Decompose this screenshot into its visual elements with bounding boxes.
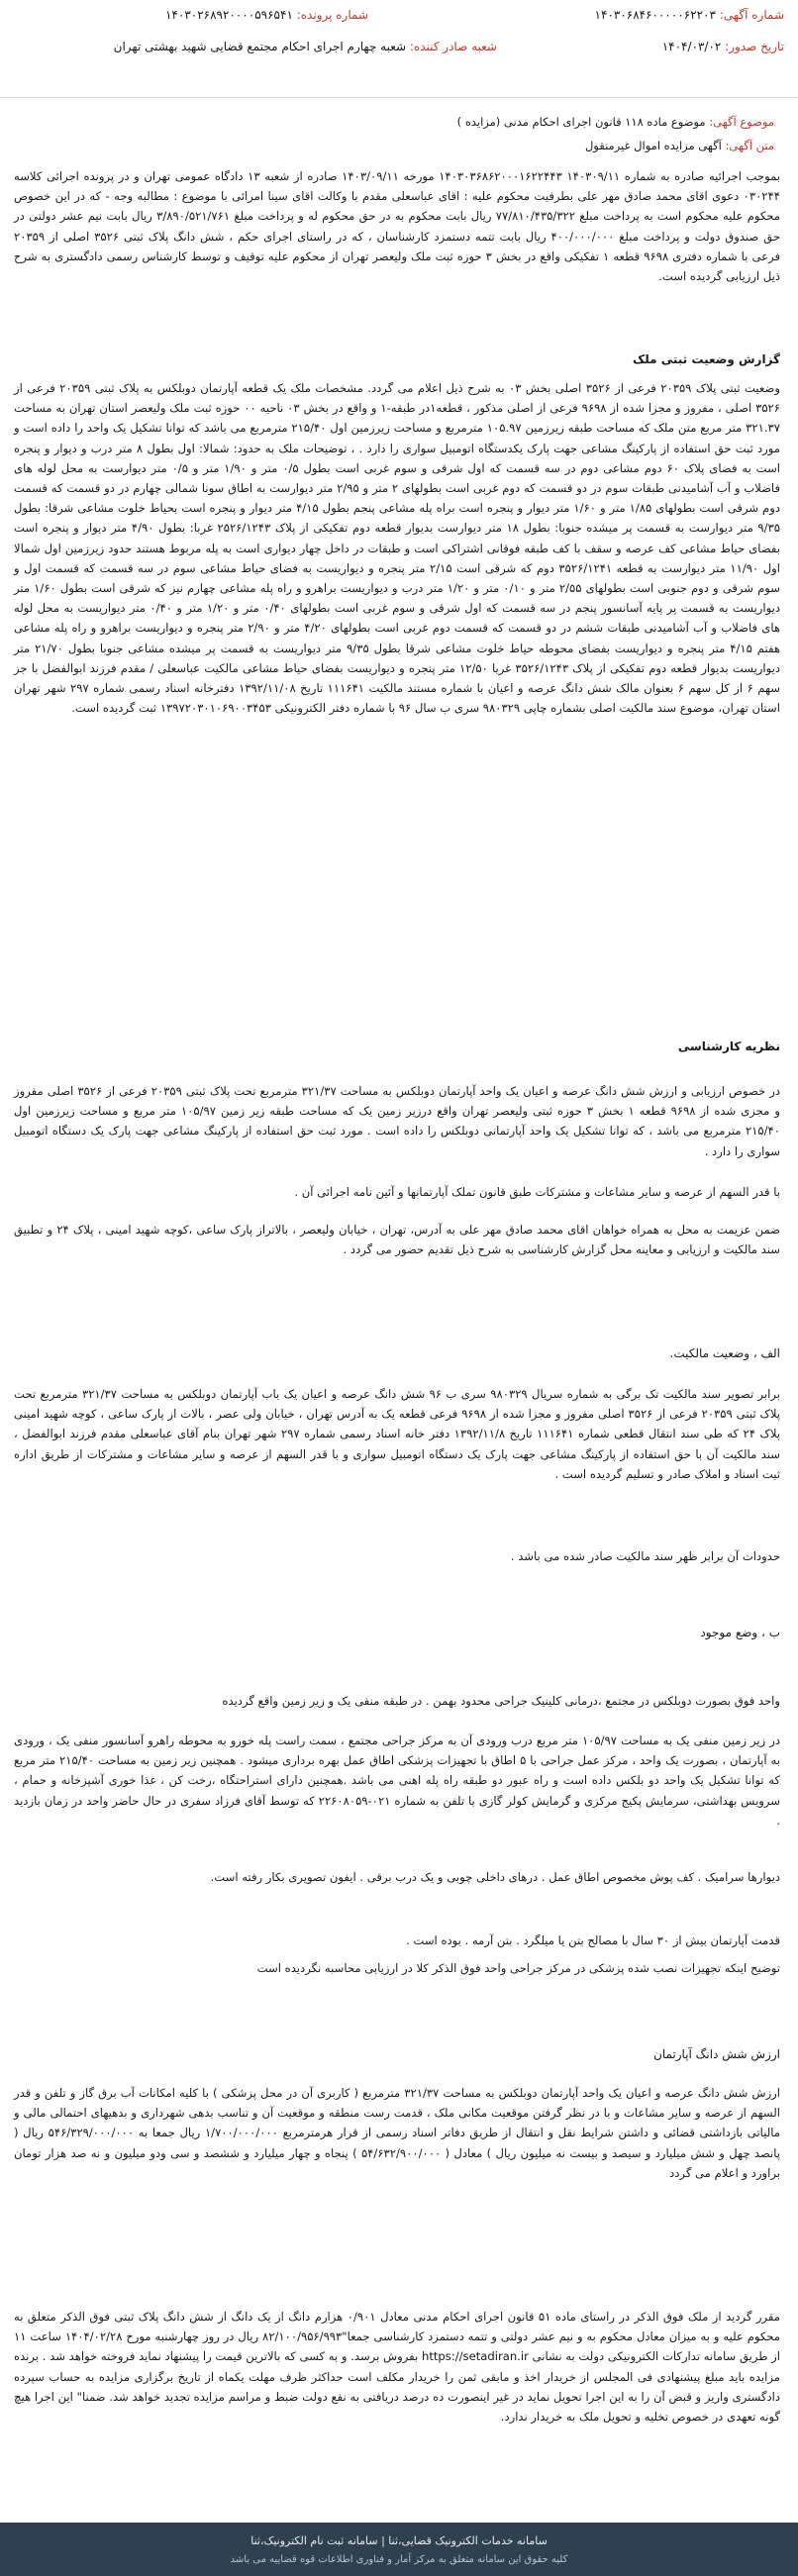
subject-label: موضوع آگهی: xyxy=(709,115,774,129)
subject-text: موضوع ماده ۱۱۸ قانون اجرای احکام مدنی (مزایده ) xyxy=(456,115,706,129)
state-report-heading: گزارش وضعیت ثبتی ملک xyxy=(632,352,780,366)
expert-paragraph-1: در خصوص ارزیابی و ارزش شش دانگ عرصه و اعیان یک واحد آپارتمان دوبلکس به مساحت ۳۲۱/۳۷ مترمربع تحت پلاک ثبتی ۲۰۳۵۹ فرعی از ۳۵۲۶ اصلی مفروز و مجزی شده از ۹۶۹۸ قطعه ۱ بخش ۳ حوزه ثبتی ولیعصر تهران واقع درزیر زمین یک که مساحت طبقه زیر زمین ۱۰۵/۹۷ متر مربع و مساحت زیرزمین اول ۲۱۵/۴۰ مترمربع می باشد ، که توانا تشکیل یک واحد آپارتمانی دوبلکس را داده است . مورد ثبت حق استفاده از پارکینگ مشاعی جهت پارک یک دستگاه اتومبیل سواری را دارد . xyxy=(14,1084,781,1158)
section-a-heading: الف ، وضعیت مالکیت. xyxy=(669,1346,780,1360)
expert-heading: نظریه کارشناسی xyxy=(677,1040,780,1053)
section-b-heading: ب ، وضع موجود xyxy=(700,1626,780,1639)
notice-number-block xyxy=(595,8,784,22)
notice-number: ۱۴۰۳۰۶۸۴۶۰۰۰۰۰۶۲۲۰۳ xyxy=(594,8,716,22)
status-paragraph-4: قدمت آپارتمان بیش از ۳۰ سال با مصالح بتن یا میلگرد . بتن آرمه . بوده است . xyxy=(406,1933,780,1947)
intro-paragraph: بموجب اجرائیه صادره به شماره ۱۴۰۳۰۹/۱۱ ۱۴۰۳۰۳۶۸۶۲۰۰۰۱۶۲۲۴۴۳ مورخه ۱۴۰۳/۰۹/۱۱ صادره از شعبه ۱۳ دادگاه عمومی تهران و در پرونده اجرائی کلاسه ۰۳۰۲۴۴ دعوی اقای محمد صادق مهر علی بطرفیت محکوم علیه : اقای عباسعلی مقدم با وکالت اقای سینا امرائی با موضوع : مطالبه وجه - که در این خصوص محکوم علیه محکوم است به پرداخت مبلغ ۷۷/۸۱۰/۴۳۵/۳۲۲ ریال بابت محکوم به در حق محکوم له و پرداخت مبلغ ۳/۸۹۰/۵۲۱/۷۶۱ ریال بابت نیم عشر دولتی در حق صندوق دولت و پرداخت مبلغ ۴۰۰/۰۰۰/۰۰۰ ریال بابت تتمه دستمزد کارشناسان ، که در راستای اجرای حکم ، شش دانگ پلاک ثبتی ۳۵۲۶ اصلی از ۲۰۳۵۹ فرعی با شماره دفتری ۹۶۹۸ قطعه ۱ تفکیکی واقع در بخش ۳ حوزه ثبت ملک ولیعصر تهران از محکوم علیه توقیف و توسط کارشناس رسمی دادگستری به شرح ذیل ارزیابی گردیده است. xyxy=(14,169,781,284)
status-paragraph-5: توضیح اینکه تجهیزات نصب شده پزشکی در مرکز جراحی واحد فوق الذکر کلا در ارزیابی محاسبه نگردیده است xyxy=(256,1961,780,1975)
expert-paragraph-2: با قدر السهم از عرصه و سایر مشاعات و مشترکات طبق قانون تملک آپارتمانها و آئین نامه اجرائی آن . xyxy=(294,1185,780,1199)
notice-number-label: شماره آگهی: xyxy=(719,8,784,22)
footer-copyright: کلیه حقوق این سامانه متعلق به مرکز آمار و فناوری اطلاعات قوه قضاییه می باشد xyxy=(230,2554,568,2565)
header-divider xyxy=(0,97,798,98)
footer-links[interactable]: سامانه خدمات الکترونیک قضایی،ثنا | سامانه ثبت نام الکترونیک،ثنا xyxy=(250,2534,548,2547)
status-paragraph-2: در زیر زمین منفی یک به مساحت ۱۰۵/۹۷ متر مربع درب ورودی آن به مرکز جراحی مجتمع ، سمت راست پله خورو به محوطه راهرو آسانسور منفی یک ، ورودی به آپارتمان ، بصورت یک واحد ، مرکز عمل جراحی با ۵ اطاق با تجهیزات پزشکی اطاق عمل بهره برداری میشود . همچنین زیر زمین به مساحت ۲۱۵/۴۰ متر مربع که توانا تشکیل یک واحد دو بلکس داده است و راه عبور دو طبقه راه پله اهنی می باشد .همچنین دارای استراحتگاه ،رخت کن ، غذا خوری آشپزخانه و حمام ، سرویس بهداشتی، سرمایش پکیج مرکزی و گرمایش کولر گازی با تلفن به شماره ۰۲۱-۲۲۶۰۸۰۵۹ که توسط آقای فرزاد سفری در حال حاضر واحد در زمان بازدید . xyxy=(14,1734,781,1828)
value-paragraph: ارزش شش دانگ عرصه و اعیان یک واحد آپارتمان دوبلکس به مساحت ۳۲۱/۳۷ مترمربع ( کاربری آن در محل پزشکی ) با کلیه امکانات آب برق گاز و تلفن و قدر السهم از عرصه و سایر مشاعات و با در نظر گرفتن موقعیت مکانی ملک ، قدمت رست منطقه و موقعیت آن و تناسب بدهی شهرداری و بدهیهای احتمالی مالی و مالیاتی بازداشتی قضائی و داشتن شرایط نقل و انتقال از طریق دفاتر اسناد رسمی از قرار هرمترمربع ۱/۷۰۰/۰۰۰/۰۰۰ ریال جمعا به ۵۴۶/۳۲۹/۰۰۰/۰۰۰ ریال ( پانصد چهل و شش میلیارد و سیصد و بیست نه میلیون ریال ) معادل ( ۵۴/۶۳۲/۹۰۰/۰۰۰ ) پنجاه و چهار میلیارد و ششصد و سی ودو میلیون و نه صد هزار تومان براورد و اعلام می گردد xyxy=(14,2086,780,2180)
subject-line xyxy=(24,113,774,131)
issuing-unit: شعبه چهارم اجرای احکام مجتمع قضایی شهید بهشتی تهران xyxy=(113,40,407,53)
issuing-unit-block xyxy=(114,40,497,53)
state-report-paragraph: وضعیت ثبتی پلاک ۲۰۳۵۹ فرعی از ۳۵۲۶ اصلی بخش ۰۳ به شرح ذیل اعلام می گردد. مشخصات ملک یک قطعه آپارتمان دوبلکس به پلاک ثبتی ۲۰۳۵۹ فرعی از ۳۵۲۶ اصلی ، مفروز و مجزا شده از ۹۶۹۸ فرعی از اصلی مذکور ، قطعه۱در طبقه-۱ و واقع در بخش ۰۳ ناحیه ۰۰ حوزه ثبت ملک ولیعصر استان تهران به مساحت ۳۲۱.۳۷ متر مربع متن ملک که مساحت طبقه زیرزمین ۱۰۵.۹۷ مترمربع و مساحت زیرزمین اول ۲۱۵/۴۰ مترمربع می باشد که توانا تشکیل یک واحد را داده است و مورد ثبت حق استفاده از پارکینگ مشاعی جهت پارک یکدستگاه اتومبیل سواری را دارد . ، توضیحات ملک به حدود: شمالا: اول بطول ۸ متر درب و دیوار و پنجره است به فضای پلاک ۶۰ دوم مشاعی دوم در سه قسمت که اول شرقی و سوم غربی است بطول ۰/۵ متر و ۱/۹۰ متر و ۰/۵ متر دیوارست به محل لوله های فاضلاب و آب آشامیدنی طبقات سوم در دو قسمت که دوم غربی است بطولهای ۲ متر و ۲/۹۵ متر دیوارست به اطاق سونا شمالی چهارم در دو قسمت که قسمت دوم شرقی است بطولهای ۱/۸۵ متر و ۱/۶۰ متر دیوار و پنجره است براه پله مشاعی پنجم بطول ۴/۱۵ متر دیوار و پنجره است بحیاط خلوت مشاعی شرقا: بطول ۹/۳۵ متر دیوارست به قسمت پر میشده جنوبا: بطول ۱۸ متر دیوارست بدیوار قطعه دوم تفکیکی از پلاک ۲۵۲۶/۱۲۴۳ غربا: بطول ۴/۹۰ متر دیوار و پنجره است بفضای حیاط مشاعی کف عرصه و سقف با کف طبقه فوقانی اشتراکی است و طبقات در داخل چهار دیواری است به پله مربوط هستند حدود زیرزمین اول شمالا اول ۱۱/۹۰ متر دیوارست به قطعه ۳۵۲۶/۱۲۴۱ دوم که شرقی است ۲/۱۵ متر پنجره و دیواریست به فضای حیاط مشاعی سوم در سه قسمت که قسمت اول و سوم شرقی و دوم جنوبی است بطولهای ۲/۵۵ متر و ۰/۱۰ متر و ۱/۲۰ متر درب و دیواریست براهرو و راه پله مشاعی چهارم نیز که شرقی است بطول ۱/۶۰ متر دیواریست به قسمت پر پایه آسانسور پنجم در سه قسمت که اول شرقی و سوم غربی است بطولهای ۰/۴۰ متر و ۱/۲۰ متر و ۰/۴۰ متر دیواریست به محل لوله های فاضلاب و آب آشامیدنی طبقات ششم در دو قسمت که قسمت دوم غربی است بطولهای ۴/۲۰ متر و ۲/۹۰ متر پنجره و دیواریست براهرو و راه پله مشاعی هفتم ۴/۱۵ متر پنجره و دیواریست بفضای محوطه حیاط خلوت مشاعی شرقا بطول ۹/۳۵ متر دیواریست به قسمت پر میشده مشاعی جنوبا بطول ۲۱/۷۰ متر دیواریست بدیوار قطعه دوم تفکیکی از پلاک ۳۵۲۶/۱۲۴۳ غربا ۱۲/۵۰ متر پنجره و دیواریست بفضای حیاط مشاعی مالکیت عباسعلی / مقدم فرزند ابوالفضل با جز سهم ۶ از کل سهم ۶ بعنوان مالک شش دانگ عرصه و اعیان با شماره مستند مالکیت ۱۱۱۶۴۱ تاریخ ۱۳۹۲/۱۱/۰۸ دفترخانه اسناد رسمی شماره ۲۹۷ شهر تهران استان تهران، موضوع سند مالکیت اصلی بشماره چاپی ۹۸۰۳۲۹ سری ب سال ۹۶ با شماره دفتر الکترونیکی ۱۳۹۷۲۰۳۰۱۰۶۹۰۰۳۴۵۳ ثبت گردیده است. xyxy=(14,381,781,716)
file-number-block xyxy=(165,8,368,22)
file-number: ۱۴۰۳۰۲۶۸۹۲۰۰۰۰۵۹۶۵۴۱ xyxy=(164,8,293,22)
site-footer xyxy=(0,2523,798,2576)
notice-text-label: متن آگهی: xyxy=(725,139,774,152)
notice-text-line xyxy=(24,137,774,154)
file-number-label: شماره پرونده: xyxy=(296,8,368,22)
value-heading: ارزش شش دانگ آپارتمان xyxy=(653,2047,780,2061)
ownership-paragraph: برابر تصویر سند مالکیت تک برگی به شماره سریال ۹۸۰۳۲۹ سری ب ۹۶ شش دانگ عرصه و اعیان یک باب آپارتمان دوبلکس به مساحت ۳۲۱/۳۷ مترمربع تحت پلاک ثبتی ۲۰۳۵۹ فرعی از ۳۵۲۶ اصلی مفروز و مجزا شده از ۹۶۹۸ فرعی قطعه یک به آدرس تهران ، خیابان ولی عصر ، بالات از پارک ساعی ، کوچه شهید امینی پلاک ۲۴ که طی سند انتقال قطعی شماره ۱۱۱۶۴۱ تاریخ ۱۳۹۲/۱۱/۸ دفتر خانه اسناد رسمی شماره ۲۹۷ شهر تهران بنام آقای عباسعلی مقدم فرزند ابوالفضل ، سند مالکیت آن با حق استفاده از پارکینگ مشاعی جهت پارک یک دستگاه اتومبیل سواری و با قدر السهم از عرصه و سایر مشاعات و مشترکات از طریق اداره ثبت اسناد و املاک صادر و تسلیم گردیده است . xyxy=(14,1387,781,1481)
auction-paragraph: مقرر گردید از ملک فوق الذکر در راستای ماده ۵۱ قانون اجرای احکام مدنی معادل ۰/۹۰۱ هزارم دانگ از یک دانگ از شش دانگ پلاک ثبتی فوق الذکر متعلق به محکوم علیه و به میزان معادل محکوم به و نیم عشر دولتی و تتمه دستمزد کارشناسی جمعا"۸۲/۱۰۰/۹۵۶/۹۹۳ ریال در روز چهارشنبه مورخ ۱۴۰۴/۰۲/۲۸ ساعت ۱۱ از طریق سامانه تدارکات الکترونیکی دولت به نشانی https://setadiran.ir بفروش برسد. و به کسی که بالاترین قیمت را پیشنهاد نماید فروخته خواهد شد . برنده مزایده باید مبلغ پیشنهادی فی المجلس از خریدار اخذ و مابقی ثمن را خریدار مکلف است حداکثر ظرف مهلت یکماه از تاریخ برگزاری مزایده به حساب سپرده دادگستری واریز و قبض آن را به این اجرا تحویل نماید در غیر اینصورت ده درصد دریافتی به نفع دولت ضبط و مراسم مزایده تجدید خواهد شد. ضمنا" این اجرا هیچ گونه تعهدی در خصوص تخلیه و تحویل ملک به خریدار ندارد. xyxy=(14,2310,781,2425)
header-row-2 xyxy=(14,40,784,61)
ownership-paragraph-2: حدودات آن برابر ظهر سند مالکیت صادر شده می باشد . xyxy=(510,1549,780,1563)
issue-date: ۱۴۰۴/۰۳/۰۲ xyxy=(661,40,722,53)
issue-date-label: تاریخ صدور: xyxy=(725,40,784,53)
issue-date-block xyxy=(662,40,784,53)
header-row-1 xyxy=(14,8,784,30)
status-paragraph-3: دیوارها سرامیک . کف پوش مخصوص اطاق عمل . درهای داخلی چوبی و یک درب برقی . ایفون تصویری بکار رفته است. xyxy=(210,1870,780,1884)
status-paragraph-1: واحد فوق بصورت دوبلکس در مجتمع ،درمانی کلینیک جراحی محدود بهمن . در طبقه منفی یک و زیر زمین واقع گردیده xyxy=(222,1694,780,1708)
notice-title: آگهی مزایده اموال غیرمنقول xyxy=(584,139,722,152)
expert-paragraph-3: ضمن عزیمت به محل به همراه خواهان اقای محمد صادق مهر علی به آدرس، تهران ، خیابان ولیعصر ، بالاتراز پارک ساعی ،کوچه شهید امینی ، پلاک ۲۴ و تطبیق سند مالکیت و ارزیابی و معاینه محل گزارش کارشناسی به شرح ذیل تقدیم حضور می گردد . xyxy=(14,1223,780,1257)
issuing-unit-label: شعبه صادر کننده: xyxy=(409,40,497,53)
